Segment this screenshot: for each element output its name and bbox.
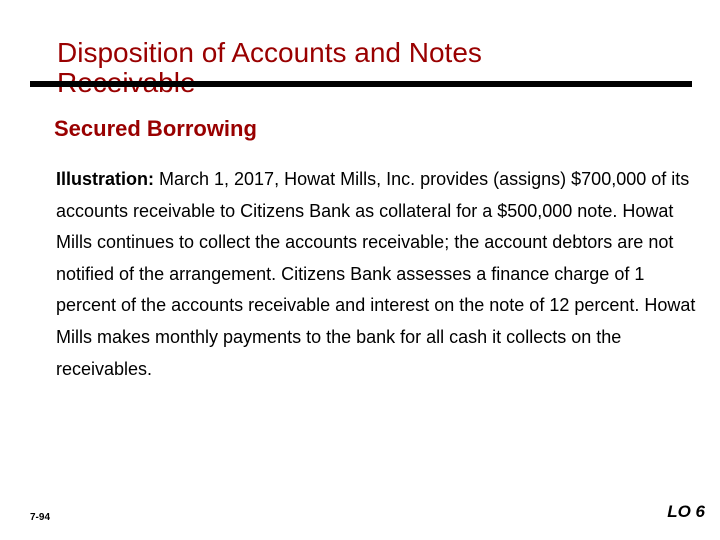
- illustration-paragraph: [56, 164, 696, 385]
- slide-title: Disposition of Accounts and Notes: [57, 37, 482, 68]
- illustration-label: Illustration:: [56, 169, 154, 189]
- illustration-text: March 1, 2017, Howat Mills, Inc. provides (assigns) $700,000 of its accounts receivable to Citizens Bank as collateral for a $500,000 note. Howat Mills continues to collect the accounts receivable; the account debtors are not notified of the arrangement. Citizens Bank assesses a finance charge of 1 percent of the accounts receivable and interest on the note of 12 percent. Howat Mills makes monthly payments to the bank for all cash it collects on the receivables.: [56, 169, 696, 379]
- learning-objective-label: LO 6: [667, 502, 705, 521]
- title-divider: [30, 81, 692, 87]
- section-subheading: Secured Borrowing: [54, 116, 257, 141]
- slide-number: 7-94: [30, 512, 51, 523]
